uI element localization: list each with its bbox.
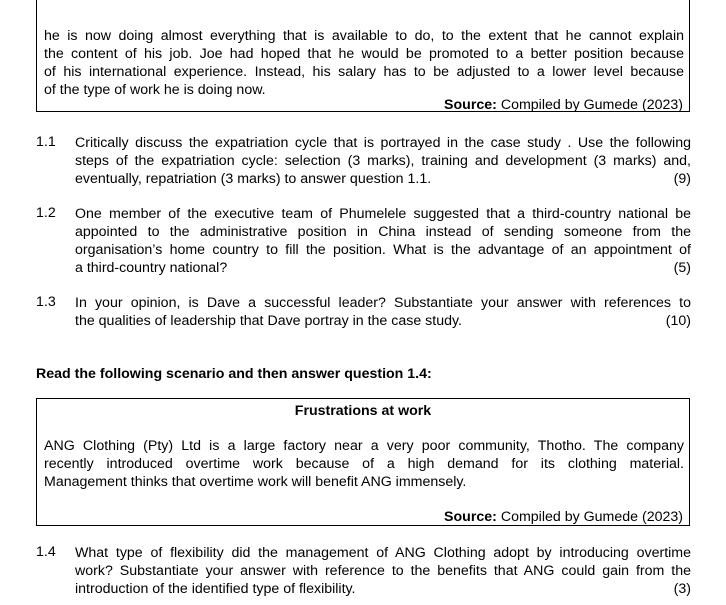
question-marks: (3) [673, 581, 691, 597]
question-number: 1.2 [36, 205, 56, 221]
passage-line: of the type of work he is doing now. [44, 82, 266, 98]
scenario-title: Frustrations at work [294, 403, 432, 419]
passage-line: he is now doing almost everything that is available to do, to the extent that he cannot explain [44, 28, 684, 44]
source-text: Compiled by Gumede (2023) [500, 97, 683, 113]
question-line: appointed to the administrative position in China instead of sending someone from the [75, 224, 691, 240]
question-line: introduction of the identified type of flexibility. [75, 581, 356, 597]
question-marks: (9) [673, 171, 691, 187]
scenario-line: recently introduced overtime work because of a high demand for its clothing material. [44, 456, 684, 472]
question-line: What type of flexibility did the management of ANG Clothing adopt by introducing overtime [75, 545, 691, 561]
scenario-text [44, 437, 684, 491]
question-line: work? Substantiate your answer with reference to the benefits that ANG could gain from the [75, 563, 691, 579]
passage-line: of his international experience. Instead, his salary has to be adjusted to a lower level because [44, 64, 684, 80]
scenario-line: Management thinks that overtime work will benefit ANG immensely. [44, 474, 467, 490]
question-number: 1.3 [36, 294, 56, 310]
question-line: a third-country national? [75, 260, 228, 276]
question-line: One member of the executive team of Phumelele suggested that a third-country national be [75, 206, 691, 222]
question-line: Critically discuss the expatriation cycle that is portrayed in the case study . Use the following [75, 135, 691, 151]
scenario-source [444, 509, 683, 525]
source-label: Source: [444, 509, 497, 525]
scenario-line: ANG Clothing (Pty) Ltd is a large factory near a very poor community, Thotho. The company [44, 438, 684, 454]
question-marks: (10) [665, 313, 691, 329]
case-study-passage-text [44, 27, 684, 99]
question-text [75, 205, 691, 277]
source-text: Compiled by Gumede (2023) [500, 509, 683, 525]
question-line: In your opinion, is Dave a successful leader? Substantiate your answer with references to [75, 295, 691, 311]
question-number: 1.1 [36, 134, 56, 150]
question-marks: (5) [673, 260, 691, 276]
source-label: Source: [444, 97, 497, 113]
scenario-instruction: Read the following scenario and then answer question 1.4: [36, 366, 432, 382]
question-text [75, 544, 691, 598]
question-line: the qualities of leadership that Dave portray in the case study. [75, 313, 462, 329]
question-text [75, 294, 691, 330]
case-study-passage-box [36, 0, 690, 112]
question-line: steps of the expatriation cycle: selection (3 marks), training and development (3 marks) and, [75, 153, 691, 169]
scenario-box [36, 398, 690, 526]
question-line: eventually, repatriation (3 marks) to answer question 1.1. [75, 171, 432, 187]
question-line: organisation’s home country to fill the position. What is the advantage of an appointment of [75, 242, 691, 258]
passage-source [444, 97, 683, 113]
passage-line: the content of his job. Joe had hoped that he would be promoted to a better position because [44, 46, 684, 62]
question-text [75, 134, 691, 188]
question-number: 1.4 [36, 544, 56, 560]
